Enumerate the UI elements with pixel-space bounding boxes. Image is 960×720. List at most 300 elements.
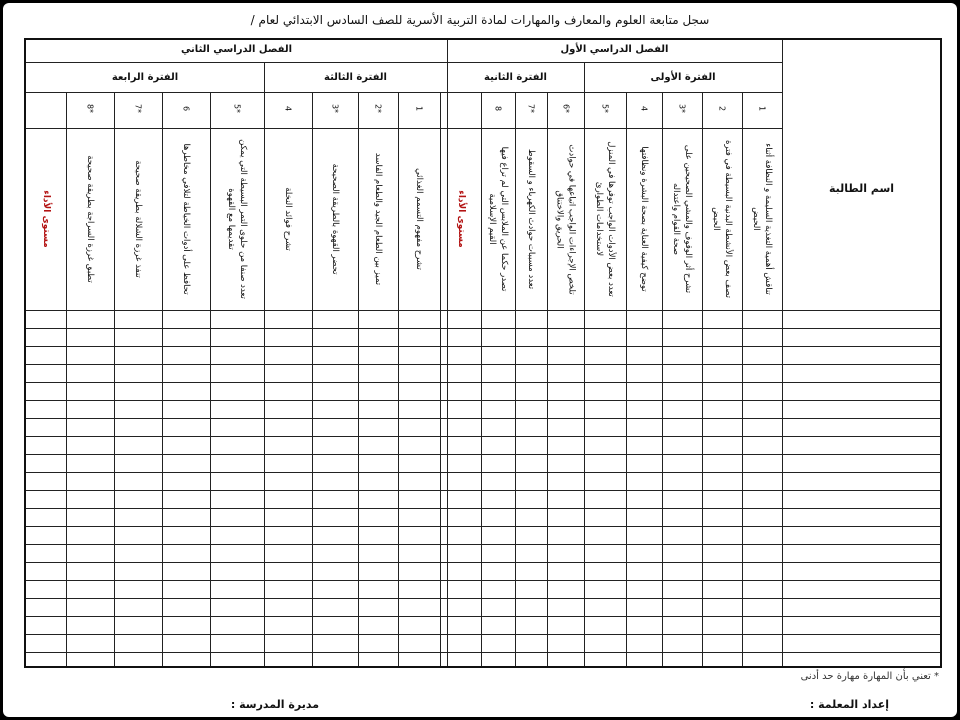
grade-cell[interactable] bbox=[742, 383, 781, 400]
grade-cell[interactable] bbox=[626, 581, 661, 598]
grade-cell[interactable] bbox=[742, 455, 781, 472]
grade-cell[interactable] bbox=[626, 599, 661, 616]
student-name-cell[interactable] bbox=[783, 509, 940, 526]
grade-cell[interactable] bbox=[358, 419, 397, 436]
grade-cell[interactable] bbox=[210, 509, 263, 526]
grade-cell[interactable] bbox=[584, 617, 625, 634]
grade-cell[interactable] bbox=[162, 563, 209, 580]
grade-cell[interactable] bbox=[662, 509, 701, 526]
grade-cell[interactable] bbox=[264, 383, 311, 400]
grade-cell[interactable] bbox=[312, 491, 357, 508]
grade-cell[interactable] bbox=[515, 491, 546, 508]
grade-cell[interactable] bbox=[626, 653, 661, 668]
grade-cell[interactable] bbox=[66, 563, 113, 580]
grade-cell[interactable] bbox=[66, 419, 113, 436]
grade-cell[interactable] bbox=[702, 527, 741, 544]
grade-cell[interactable] bbox=[114, 329, 161, 346]
grade-cell[interactable] bbox=[662, 401, 701, 418]
grade-cell[interactable] bbox=[515, 473, 546, 490]
student-name-cell[interactable] bbox=[783, 653, 940, 668]
grade-cell[interactable] bbox=[440, 617, 480, 634]
grade-cell[interactable] bbox=[547, 365, 583, 382]
grade-cell[interactable] bbox=[584, 455, 625, 472]
grade-cell[interactable] bbox=[626, 383, 661, 400]
grade-cell[interactable] bbox=[358, 329, 397, 346]
grade-cell[interactable] bbox=[358, 617, 397, 634]
grade-cell[interactable] bbox=[584, 311, 625, 328]
grade-cell[interactable] bbox=[515, 581, 546, 598]
grade-cell[interactable] bbox=[702, 653, 741, 668]
grade-cell[interactable] bbox=[742, 437, 781, 454]
grade-cell[interactable] bbox=[114, 653, 161, 668]
student-name-cell[interactable] bbox=[783, 365, 940, 382]
grade-cell[interactable] bbox=[742, 311, 781, 328]
student-name-cell[interactable] bbox=[783, 617, 940, 634]
grade-cell[interactable] bbox=[515, 365, 546, 382]
grade-cell[interactable] bbox=[515, 329, 546, 346]
grade-cell[interactable] bbox=[584, 347, 625, 364]
grade-cell[interactable] bbox=[358, 491, 397, 508]
grade-cell[interactable] bbox=[440, 491, 480, 508]
grade-cell[interactable] bbox=[481, 473, 514, 490]
grade-cell[interactable] bbox=[66, 491, 113, 508]
grade-cell[interactable] bbox=[162, 581, 209, 598]
grade-cell[interactable] bbox=[398, 311, 439, 328]
grade-cell[interactable] bbox=[742, 509, 781, 526]
grade-cell[interactable] bbox=[162, 455, 209, 472]
grade-cell[interactable] bbox=[398, 653, 439, 668]
grade-cell[interactable] bbox=[584, 491, 625, 508]
grade-cell[interactable] bbox=[481, 491, 514, 508]
grade-cell[interactable] bbox=[26, 635, 65, 652]
grade-cell[interactable] bbox=[398, 329, 439, 346]
grade-cell[interactable] bbox=[312, 653, 357, 668]
grade-cell[interactable] bbox=[398, 617, 439, 634]
grade-cell[interactable] bbox=[481, 401, 514, 418]
grade-cell[interactable] bbox=[626, 437, 661, 454]
grade-cell[interactable] bbox=[114, 635, 161, 652]
grade-cell[interactable] bbox=[398, 455, 439, 472]
grade-cell[interactable] bbox=[398, 527, 439, 544]
grade-cell[interactable] bbox=[162, 599, 209, 616]
grade-cell[interactable] bbox=[210, 383, 263, 400]
grade-cell[interactable] bbox=[162, 437, 209, 454]
grade-cell[interactable] bbox=[547, 419, 583, 436]
grade-cell[interactable] bbox=[662, 329, 701, 346]
grade-cell[interactable] bbox=[481, 437, 514, 454]
grade-cell[interactable] bbox=[264, 455, 311, 472]
grade-cell[interactable] bbox=[662, 545, 701, 562]
grade-cell[interactable] bbox=[264, 581, 311, 598]
grade-cell[interactable] bbox=[481, 635, 514, 652]
grade-cell[interactable] bbox=[547, 599, 583, 616]
grade-cell[interactable] bbox=[702, 347, 741, 364]
grade-cell[interactable] bbox=[162, 509, 209, 526]
grade-cell[interactable] bbox=[26, 401, 65, 418]
grade-cell[interactable] bbox=[584, 563, 625, 580]
student-name-cell[interactable] bbox=[783, 347, 940, 364]
grade-cell[interactable] bbox=[702, 473, 741, 490]
grade-cell[interactable] bbox=[114, 599, 161, 616]
student-name-cell[interactable] bbox=[783, 635, 940, 652]
grade-cell[interactable] bbox=[358, 599, 397, 616]
grade-cell[interactable] bbox=[515, 311, 546, 328]
grade-cell[interactable] bbox=[662, 419, 701, 436]
grade-cell[interactable] bbox=[358, 347, 397, 364]
grade-cell[interactable] bbox=[584, 545, 625, 562]
grade-cell[interactable] bbox=[264, 509, 311, 526]
grade-cell[interactable] bbox=[358, 545, 397, 562]
grade-cell[interactable] bbox=[440, 455, 480, 472]
grade-cell[interactable] bbox=[264, 401, 311, 418]
grade-cell[interactable] bbox=[584, 509, 625, 526]
grade-cell[interactable] bbox=[114, 401, 161, 418]
grade-cell[interactable] bbox=[210, 563, 263, 580]
student-name-cell[interactable] bbox=[783, 527, 940, 544]
grade-cell[interactable] bbox=[210, 527, 263, 544]
grade-cell[interactable] bbox=[398, 635, 439, 652]
grade-cell[interactable] bbox=[312, 311, 357, 328]
grade-cell[interactable] bbox=[398, 383, 439, 400]
grade-cell[interactable] bbox=[26, 473, 65, 490]
grade-cell[interactable] bbox=[481, 653, 514, 668]
student-name-cell[interactable] bbox=[783, 491, 940, 508]
grade-cell[interactable] bbox=[312, 419, 357, 436]
grade-cell[interactable] bbox=[481, 329, 514, 346]
grade-cell[interactable] bbox=[440, 329, 480, 346]
grade-cell[interactable] bbox=[26, 437, 65, 454]
grade-cell[interactable] bbox=[626, 365, 661, 382]
grade-cell[interactable] bbox=[547, 617, 583, 634]
grade-cell[interactable] bbox=[66, 509, 113, 526]
grade-cell[interactable] bbox=[742, 617, 781, 634]
grade-cell[interactable] bbox=[162, 527, 209, 544]
grade-cell[interactable] bbox=[440, 599, 480, 616]
grade-cell[interactable] bbox=[66, 455, 113, 472]
grade-cell[interactable] bbox=[702, 383, 741, 400]
grade-cell[interactable] bbox=[264, 527, 311, 544]
grade-cell[interactable] bbox=[358, 635, 397, 652]
grade-cell[interactable] bbox=[662, 635, 701, 652]
grade-cell[interactable] bbox=[584, 527, 625, 544]
grade-cell[interactable] bbox=[515, 653, 546, 668]
grade-cell[interactable] bbox=[662, 653, 701, 668]
grade-cell[interactable] bbox=[114, 455, 161, 472]
grade-cell[interactable] bbox=[481, 599, 514, 616]
grade-cell[interactable] bbox=[358, 437, 397, 454]
grade-cell[interactable] bbox=[626, 329, 661, 346]
grade-cell[interactable] bbox=[358, 455, 397, 472]
grade-cell[interactable] bbox=[264, 347, 311, 364]
grade-cell[interactable] bbox=[26, 383, 65, 400]
grade-cell[interactable] bbox=[162, 491, 209, 508]
grade-cell[interactable] bbox=[264, 563, 311, 580]
grade-cell[interactable] bbox=[662, 599, 701, 616]
grade-cell[interactable] bbox=[440, 635, 480, 652]
grade-cell[interactable] bbox=[358, 311, 397, 328]
grade-cell[interactable] bbox=[210, 473, 263, 490]
grade-cell[interactable] bbox=[547, 581, 583, 598]
grade-cell[interactable] bbox=[210, 311, 263, 328]
grade-cell[interactable] bbox=[264, 599, 311, 616]
student-name-cell[interactable] bbox=[783, 401, 940, 418]
grade-cell[interactable] bbox=[662, 383, 701, 400]
grade-cell[interactable] bbox=[358, 581, 397, 598]
grade-cell[interactable] bbox=[440, 581, 480, 598]
grade-cell[interactable] bbox=[398, 545, 439, 562]
grade-cell[interactable] bbox=[210, 365, 263, 382]
grade-cell[interactable] bbox=[702, 401, 741, 418]
student-name-cell[interactable] bbox=[783, 581, 940, 598]
grade-cell[interactable] bbox=[398, 581, 439, 598]
grade-cell[interactable] bbox=[264, 437, 311, 454]
grade-cell[interactable] bbox=[626, 311, 661, 328]
grade-cell[interactable] bbox=[662, 527, 701, 544]
grade-cell[interactable] bbox=[626, 419, 661, 436]
grade-cell[interactable] bbox=[702, 365, 741, 382]
grade-cell[interactable] bbox=[702, 617, 741, 634]
grade-cell[interactable] bbox=[26, 527, 65, 544]
grade-cell[interactable] bbox=[26, 365, 65, 382]
grade-cell[interactable] bbox=[210, 635, 263, 652]
grade-cell[interactable] bbox=[702, 563, 741, 580]
grade-cell[interactable] bbox=[515, 401, 546, 418]
grade-cell[interactable] bbox=[481, 509, 514, 526]
grade-cell[interactable] bbox=[662, 455, 701, 472]
grade-cell[interactable] bbox=[210, 599, 263, 616]
grade-cell[interactable] bbox=[626, 545, 661, 562]
student-name-cell[interactable] bbox=[783, 437, 940, 454]
grade-cell[interactable] bbox=[312, 401, 357, 418]
grade-cell[interactable] bbox=[481, 419, 514, 436]
grade-cell[interactable] bbox=[440, 311, 480, 328]
grade-cell[interactable] bbox=[264, 653, 311, 668]
grade-cell[interactable] bbox=[547, 437, 583, 454]
grade-cell[interactable] bbox=[547, 527, 583, 544]
grade-cell[interactable] bbox=[312, 383, 357, 400]
grade-cell[interactable] bbox=[264, 635, 311, 652]
grade-cell[interactable] bbox=[515, 437, 546, 454]
grade-cell[interactable] bbox=[584, 635, 625, 652]
grade-cell[interactable] bbox=[264, 419, 311, 436]
grade-cell[interactable] bbox=[398, 563, 439, 580]
grade-cell[interactable] bbox=[66, 599, 113, 616]
grade-cell[interactable] bbox=[626, 473, 661, 490]
grade-cell[interactable] bbox=[358, 473, 397, 490]
grade-cell[interactable] bbox=[515, 527, 546, 544]
grade-cell[interactable] bbox=[481, 545, 514, 562]
grade-cell[interactable] bbox=[626, 617, 661, 634]
grade-cell[interactable] bbox=[162, 347, 209, 364]
grade-cell[interactable] bbox=[662, 437, 701, 454]
grade-cell[interactable] bbox=[398, 365, 439, 382]
grade-cell[interactable] bbox=[547, 653, 583, 668]
grade-cell[interactable] bbox=[114, 491, 161, 508]
grade-cell[interactable] bbox=[742, 635, 781, 652]
grade-cell[interactable] bbox=[481, 455, 514, 472]
student-name-cell[interactable] bbox=[783, 563, 940, 580]
grade-cell[interactable] bbox=[515, 599, 546, 616]
grade-cell[interactable] bbox=[114, 581, 161, 598]
grade-cell[interactable] bbox=[358, 401, 397, 418]
grade-cell[interactable] bbox=[114, 437, 161, 454]
grade-cell[interactable] bbox=[702, 311, 741, 328]
grade-cell[interactable] bbox=[440, 383, 480, 400]
grade-cell[interactable] bbox=[440, 437, 480, 454]
grade-cell[interactable] bbox=[114, 617, 161, 634]
grade-cell[interactable] bbox=[547, 311, 583, 328]
grade-cell[interactable] bbox=[662, 311, 701, 328]
grade-cell[interactable] bbox=[312, 527, 357, 544]
grade-cell[interactable] bbox=[162, 617, 209, 634]
grade-cell[interactable] bbox=[312, 635, 357, 652]
grade-cell[interactable] bbox=[26, 653, 65, 668]
grade-cell[interactable] bbox=[547, 401, 583, 418]
grade-cell[interactable] bbox=[114, 419, 161, 436]
grade-cell[interactable] bbox=[742, 653, 781, 668]
grade-cell[interactable] bbox=[702, 545, 741, 562]
grade-cell[interactable] bbox=[264, 491, 311, 508]
grade-cell[interactable] bbox=[26, 329, 65, 346]
grade-cell[interactable] bbox=[398, 491, 439, 508]
grade-cell[interactable] bbox=[584, 419, 625, 436]
grade-cell[interactable] bbox=[742, 599, 781, 616]
student-name-cell[interactable] bbox=[783, 473, 940, 490]
grade-cell[interactable] bbox=[547, 491, 583, 508]
grade-cell[interactable] bbox=[584, 365, 625, 382]
grade-cell[interactable] bbox=[66, 635, 113, 652]
grade-cell[interactable] bbox=[702, 599, 741, 616]
grade-cell[interactable] bbox=[481, 617, 514, 634]
grade-cell[interactable] bbox=[584, 437, 625, 454]
student-name-cell[interactable] bbox=[783, 419, 940, 436]
grade-cell[interactable] bbox=[162, 311, 209, 328]
grade-cell[interactable] bbox=[584, 329, 625, 346]
student-name-cell[interactable] bbox=[783, 455, 940, 472]
grade-cell[interactable] bbox=[210, 491, 263, 508]
grade-cell[interactable] bbox=[114, 383, 161, 400]
grade-cell[interactable] bbox=[210, 581, 263, 598]
grade-cell[interactable] bbox=[114, 509, 161, 526]
grade-cell[interactable] bbox=[742, 419, 781, 436]
grade-cell[interactable] bbox=[358, 365, 397, 382]
grade-cell[interactable] bbox=[398, 437, 439, 454]
grade-cell[interactable] bbox=[662, 581, 701, 598]
grade-cell[interactable] bbox=[66, 545, 113, 562]
grade-cell[interactable] bbox=[742, 527, 781, 544]
grade-cell[interactable] bbox=[481, 383, 514, 400]
grade-cell[interactable] bbox=[312, 545, 357, 562]
grade-cell[interactable] bbox=[66, 437, 113, 454]
grade-cell[interactable] bbox=[66, 383, 113, 400]
grade-cell[interactable] bbox=[66, 581, 113, 598]
grade-cell[interactable] bbox=[662, 617, 701, 634]
grade-cell[interactable] bbox=[626, 635, 661, 652]
grade-cell[interactable] bbox=[210, 347, 263, 364]
grade-cell[interactable] bbox=[547, 455, 583, 472]
grade-cell[interactable] bbox=[702, 491, 741, 508]
grade-cell[interactable] bbox=[584, 581, 625, 598]
grade-cell[interactable] bbox=[312, 509, 357, 526]
grade-cell[interactable] bbox=[398, 401, 439, 418]
grade-cell[interactable] bbox=[702, 635, 741, 652]
grade-cell[interactable] bbox=[210, 329, 263, 346]
grade-cell[interactable] bbox=[702, 419, 741, 436]
grade-cell[interactable] bbox=[114, 311, 161, 328]
grade-cell[interactable] bbox=[702, 581, 741, 598]
grade-cell[interactable] bbox=[626, 401, 661, 418]
grade-cell[interactable] bbox=[162, 635, 209, 652]
grade-cell[interactable] bbox=[584, 473, 625, 490]
grade-cell[interactable] bbox=[626, 509, 661, 526]
grade-cell[interactable] bbox=[66, 311, 113, 328]
grade-cell[interactable] bbox=[312, 455, 357, 472]
grade-cell[interactable] bbox=[584, 653, 625, 668]
grade-cell[interactable] bbox=[547, 329, 583, 346]
grade-cell[interactable] bbox=[481, 581, 514, 598]
grade-cell[interactable] bbox=[398, 347, 439, 364]
grade-cell[interactable] bbox=[264, 473, 311, 490]
grade-cell[interactable] bbox=[398, 599, 439, 616]
grade-cell[interactable] bbox=[26, 347, 65, 364]
grade-cell[interactable] bbox=[26, 599, 65, 616]
grade-cell[interactable] bbox=[547, 509, 583, 526]
grade-cell[interactable] bbox=[702, 509, 741, 526]
grade-cell[interactable] bbox=[547, 347, 583, 364]
grade-cell[interactable] bbox=[312, 617, 357, 634]
grade-cell[interactable] bbox=[210, 401, 263, 418]
grade-cell[interactable] bbox=[547, 635, 583, 652]
grade-cell[interactable] bbox=[264, 545, 311, 562]
student-name-cell[interactable] bbox=[783, 311, 940, 328]
grade-cell[interactable] bbox=[702, 329, 741, 346]
grade-cell[interactable] bbox=[398, 419, 439, 436]
grade-cell[interactable] bbox=[114, 365, 161, 382]
grade-cell[interactable] bbox=[26, 545, 65, 562]
grade-cell[interactable] bbox=[162, 545, 209, 562]
grade-cell[interactable] bbox=[662, 563, 701, 580]
grade-cell[interactable] bbox=[210, 653, 263, 668]
grade-cell[interactable] bbox=[358, 509, 397, 526]
grade-cell[interactable] bbox=[440, 473, 480, 490]
grade-cell[interactable] bbox=[312, 581, 357, 598]
grade-cell[interactable] bbox=[162, 653, 209, 668]
grade-cell[interactable] bbox=[547, 473, 583, 490]
grade-cell[interactable] bbox=[66, 401, 113, 418]
grade-cell[interactable] bbox=[584, 383, 625, 400]
grade-cell[interactable] bbox=[162, 365, 209, 382]
grade-cell[interactable] bbox=[26, 581, 65, 598]
grade-cell[interactable] bbox=[481, 347, 514, 364]
grade-cell[interactable] bbox=[66, 617, 113, 634]
grade-cell[interactable] bbox=[264, 329, 311, 346]
grade-cell[interactable] bbox=[742, 365, 781, 382]
grade-cell[interactable] bbox=[547, 383, 583, 400]
student-name-cell[interactable] bbox=[783, 383, 940, 400]
grade-cell[interactable] bbox=[312, 437, 357, 454]
grade-cell[interactable] bbox=[26, 419, 65, 436]
grade-cell[interactable] bbox=[515, 563, 546, 580]
grade-cell[interactable] bbox=[26, 311, 65, 328]
grade-cell[interactable] bbox=[440, 347, 480, 364]
grade-cell[interactable] bbox=[162, 419, 209, 436]
grade-cell[interactable] bbox=[440, 563, 480, 580]
grade-cell[interactable] bbox=[481, 365, 514, 382]
grade-cell[interactable] bbox=[358, 527, 397, 544]
grade-cell[interactable] bbox=[66, 365, 113, 382]
grade-cell[interactable] bbox=[440, 545, 480, 562]
grade-cell[interactable] bbox=[440, 527, 480, 544]
